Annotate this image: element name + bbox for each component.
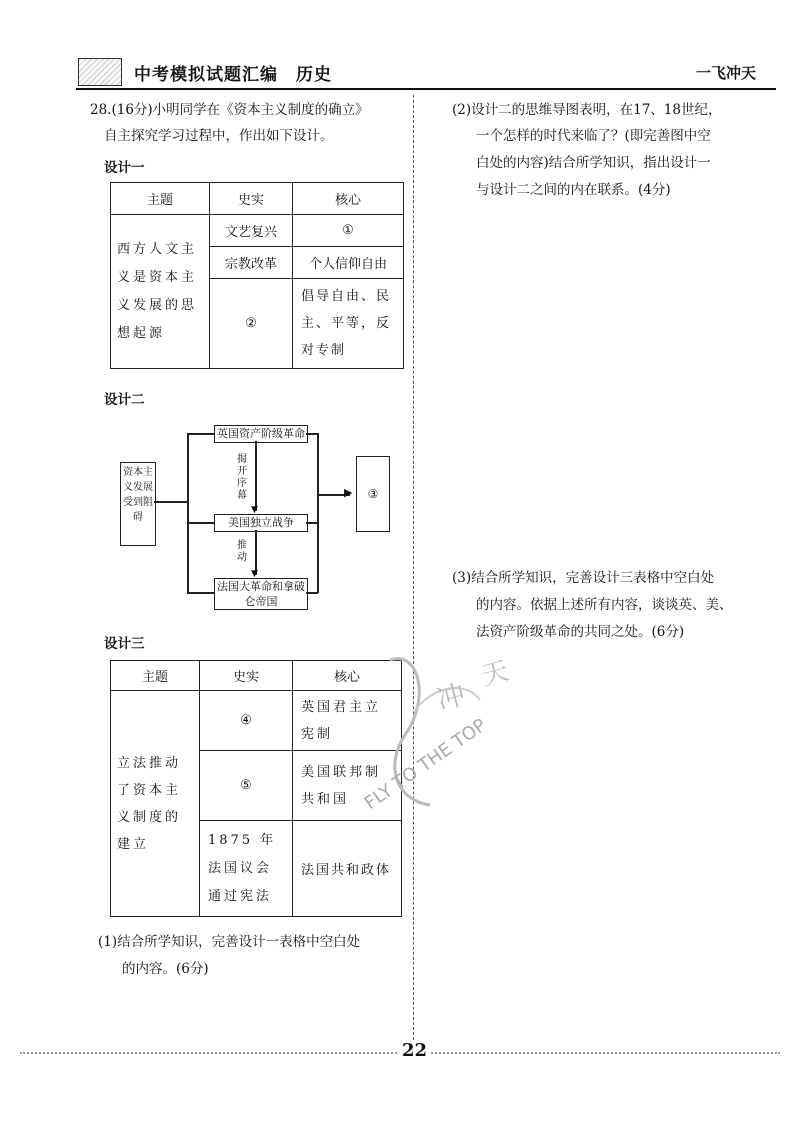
design1-label: 设计一	[104, 160, 145, 176]
arrow-3-head-icon: ▶	[344, 486, 353, 499]
design1-fact-1: 文艺复兴	[210, 215, 293, 247]
design3-fact-2: ⑤	[200, 751, 293, 821]
q3-line-2: 的内容。依据上述所有内容，谈谈英、美、	[476, 597, 733, 613]
design3-fact-1: ④	[200, 691, 293, 751]
header-title: 中考模拟试题汇编 历史	[134, 65, 332, 85]
diagram-box-france: 法国大革命和拿破仑帝国	[214, 578, 308, 610]
q1-line-1: (1)结合所学知识，完善设计一表格中空白处	[98, 934, 361, 950]
page-number: 22	[398, 1040, 431, 1061]
header-brand: 一飞冲天	[696, 64, 757, 82]
arrow-1-head-icon: ▼	[251, 505, 258, 515]
design1-theme: 西方人文主义是资本主义发展的思想起源	[111, 215, 210, 369]
connector	[187, 592, 214, 594]
design3-label: 设计三	[104, 636, 145, 652]
question-line-1: 28.(16分)小明同学在《资本主义制度的确立》	[90, 102, 369, 118]
header-rule	[76, 88, 776, 90]
svg-text:天: 天	[479, 656, 512, 692]
connector	[187, 433, 189, 593]
q1-line-2: 的内容。(6分)	[122, 961, 209, 977]
connector	[187, 433, 214, 435]
design1-core-3: 倡导自由、民主、平等，反对专制	[293, 279, 404, 369]
connector	[187, 522, 214, 524]
diagram-box-america: 美国独立战争	[214, 514, 308, 532]
q2-line-1: (2)设计二的思维导图表明，在17、18世纪，	[452, 102, 722, 118]
q3-line-1: (3)结合所学知识，完善设计三表格中空白处	[452, 570, 715, 586]
design1-fact-2: 宗教改革	[210, 247, 293, 279]
svg-text:冲: 冲	[433, 677, 469, 717]
arrow-1	[255, 441, 257, 511]
design2-label: 设计二	[104, 392, 145, 408]
column-divider	[413, 95, 414, 1055]
question-line-2: 自主探究学习过程中，作出如下设计。	[104, 128, 334, 144]
design3-table	[110, 660, 402, 917]
design3-core-3: 法国共和政体	[293, 821, 402, 917]
arrow-2-label: 推动	[237, 540, 247, 563]
diagram-left-box: 资本主义发展受到阻碍	[120, 462, 156, 546]
design1-header-core: 核心	[293, 183, 404, 215]
header-logo-icon	[78, 58, 122, 86]
q2-line-4: 与设计二之间的内在联系。(4分)	[476, 182, 671, 198]
arrow-2-head-icon: ▼	[251, 569, 258, 579]
q3-line-3: 法资产阶级革命的共同之处。(6分)	[476, 624, 685, 640]
design3-theme: 立法推动了资本主义制度的建立	[111, 691, 200, 917]
watermark-logo	[360, 640, 550, 820]
design3-header-fact: 史实	[200, 661, 293, 691]
design3-header-theme: 主题	[111, 661, 200, 691]
arrow-1-label: 揭开序幕	[237, 454, 247, 501]
connector	[317, 433, 319, 593]
diagram-box-england: 英国资产阶级革命	[214, 425, 308, 443]
design1-header-theme: 主题	[111, 183, 210, 215]
design3-core-1: 英国君主立宪制	[293, 691, 402, 751]
q2-line-2: 一个怎样的时代来临了？(即完善图中空	[476, 128, 711, 144]
design3-fact-3: 1875 年法国议会通过宪法	[200, 821, 293, 917]
q2-line-3: 白处的内容)结合所学知识，指出设计一	[476, 155, 711, 171]
design3-header-core: 核心	[293, 661, 402, 691]
design1-table	[110, 182, 404, 369]
design1-header-fact: 史实	[210, 183, 293, 215]
design1-fact-3: ②	[210, 279, 293, 369]
design1-core-1: ①	[293, 215, 404, 247]
svg-text:FLY TO THE TOP: FLY TO THE TOP	[360, 714, 491, 815]
design1-core-2: 个人信仰自由	[293, 247, 404, 279]
design3-core-2: 美国联邦制共和国	[293, 751, 402, 821]
connector	[154, 501, 188, 503]
diagram-right-box: ③	[356, 456, 390, 532]
